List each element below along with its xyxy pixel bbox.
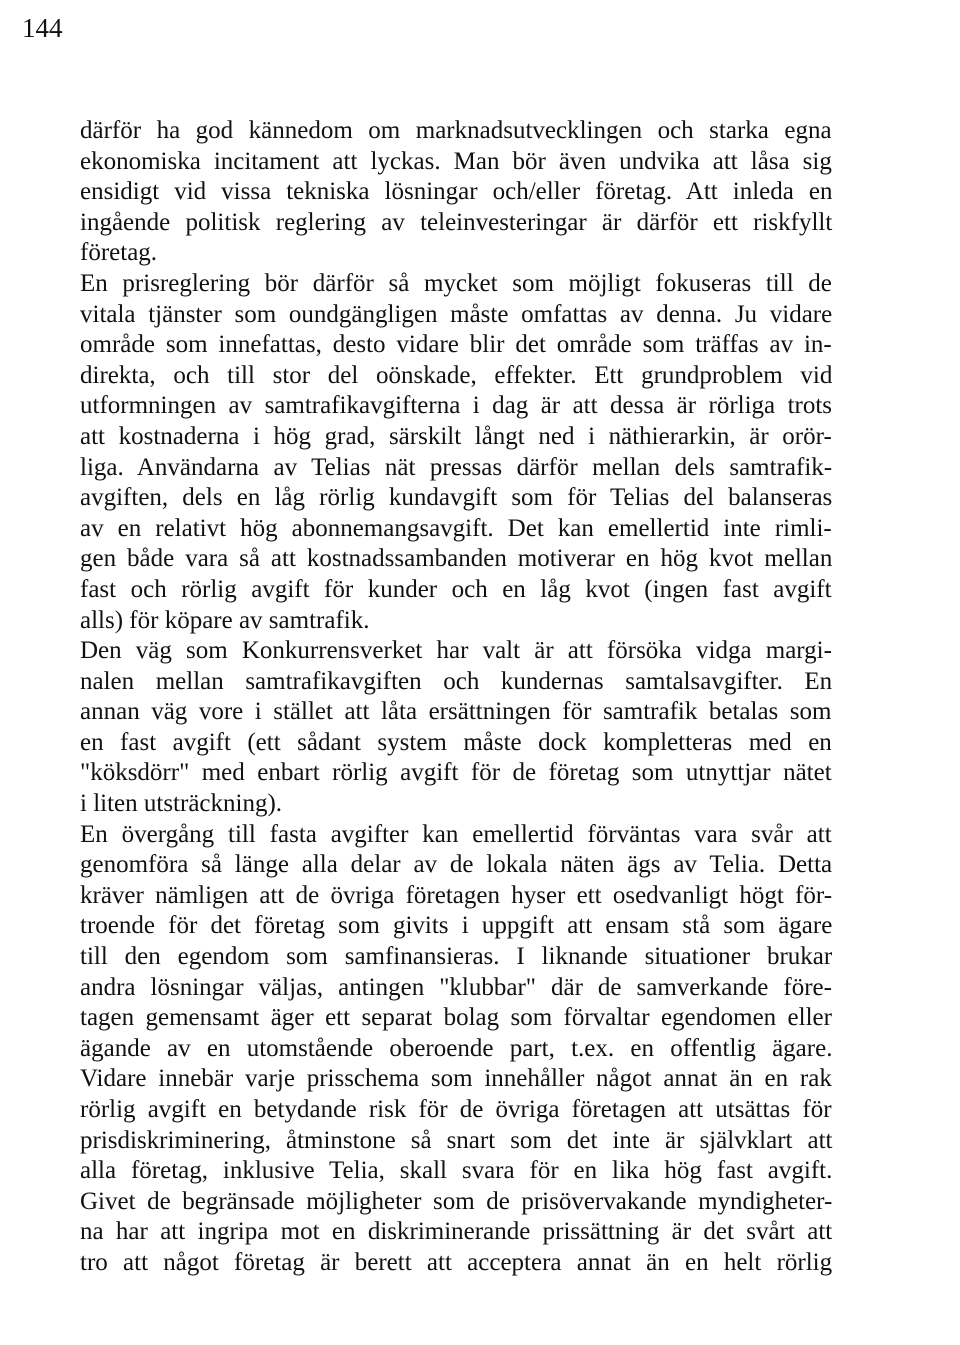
- text-line: rörlig avgift en betydande risk för de övriga företagen att utsättas för: [80, 1096, 832, 1123]
- text-line: na har att ingripa mot en diskriminerande prissättning är det svårt att: [80, 1218, 833, 1246]
- text-line: därför ha god kännedom om marknadsutvecklingen och starka egna: [80, 117, 832, 144]
- text-line: företag.: [80, 239, 158, 267]
- page-number: 144: [22, 13, 63, 43]
- text-line: vitala tjänster som oundgängligen måste omfattas av denna. Ju vidare: [80, 300, 833, 328]
- text-line: till den egendom som samfinansieras. I liknande situationer brukar: [80, 943, 833, 971]
- text-line: Givet de begränsade möjligheter som de prisövervakande myndigheter-: [80, 1187, 833, 1215]
- text-line: fast och rörlig avgift för kunder och en låg kvot (ingen fast avgift: [80, 575, 832, 603]
- text-line: tro att något företag är berett att acceptera annat än en helt rörlig: [80, 1248, 833, 1276]
- text-line: i liten utsträckning).: [80, 790, 283, 818]
- text-line: att kostnaderna i hög grad, särskilt långt ned i näthierarkin, är orör-: [80, 422, 832, 450]
- text-line: alla företag, inklusive Telia, skall svara för en lika hög fast avgift.: [80, 1157, 833, 1185]
- text-line: område som innefattas, desto vidare blir det område som träffas av in-: [80, 331, 832, 359]
- text-line: "köksdörr" med enbart rörlig avgift för de företag som utnyttjar nätet: [80, 759, 832, 787]
- text-line: genomföra så länge alla delar av de lokala näten ägs av Telia. Detta: [80, 851, 833, 879]
- text-line: Den väg som Konkurrensverket har valt är att försöka vidga margi-: [80, 637, 832, 665]
- text-line: avgiften, dels en låg rörlig kundavgift som för Telias del balanseras: [80, 484, 833, 512]
- text-line: utformningen av samtrafikavgifterna i dag är att dessa är rörliga trots: [80, 392, 833, 420]
- text-line: kräver nämligen att de övriga företagen hyser ett osedvanligt högt för-: [80, 881, 833, 909]
- body-text: [80, 116, 832, 1279]
- text-line: ensidigt vid vissa tekniska lösningar och/eller företag. Att inleda en: [80, 178, 833, 206]
- text-line: annan väg vore i stället att låta ersättningen för samtrafik betalas som: [80, 698, 832, 726]
- text-line: alls) för köpare av samtrafik.: [80, 606, 370, 634]
- text-line: troende för det företag som givits i uppgift att ensam stå som ägare: [80, 912, 833, 940]
- text-line: En prisreglering bör därför så mycket som möjligt fokuseras till de: [80, 269, 832, 297]
- text-line: En övergång till fasta avgifter kan emellertid förväntas vara svår att: [80, 820, 832, 848]
- text-line: liga. Användarna av Telias nät pressas därför mellan dels samtrafik-: [80, 453, 833, 481]
- text-line: gen både vara så att kostnadssambanden motiverar en hög kvot mellan: [80, 545, 833, 573]
- text-line: ekonomiska incitament att lyckas. Man bör även undvika att låsa sig: [80, 147, 832, 175]
- text-line: ägande av en utomstående oberoende part, t.ex. en offentlig ägare.: [80, 1034, 833, 1062]
- text-line: en fast avgift (ett sådant system måste dock kompletteras med en: [80, 728, 832, 756]
- text-line: prisdiskriminering, åtminstone så snart som det inte är självklart att: [80, 1126, 833, 1154]
- text-line: ingående politisk reglering av teleinvesteringar är därför ett riskfyllt: [80, 208, 833, 236]
- text-line: Vidare innebär varje prisschema som innehåller något annat än en rak: [80, 1065, 832, 1093]
- text-line: av en relativt hög abonnemangsavgift. Det kan emellertid inte rimli-: [80, 514, 832, 542]
- text-line: nalen mellan samtrafikavgiften och kundernas samtalsavgifter. En: [80, 667, 833, 695]
- text-line: direkta, och till stor del oönskade, effekter. Ett grundproblem vid: [80, 361, 833, 389]
- text-line: tagen gemensamt äger ett separat bolag som förvaltar egendomen eller: [80, 1004, 832, 1032]
- text-line: andra lösningar väljas, antingen "klubbar" där de samverkande före-: [80, 973, 832, 1001]
